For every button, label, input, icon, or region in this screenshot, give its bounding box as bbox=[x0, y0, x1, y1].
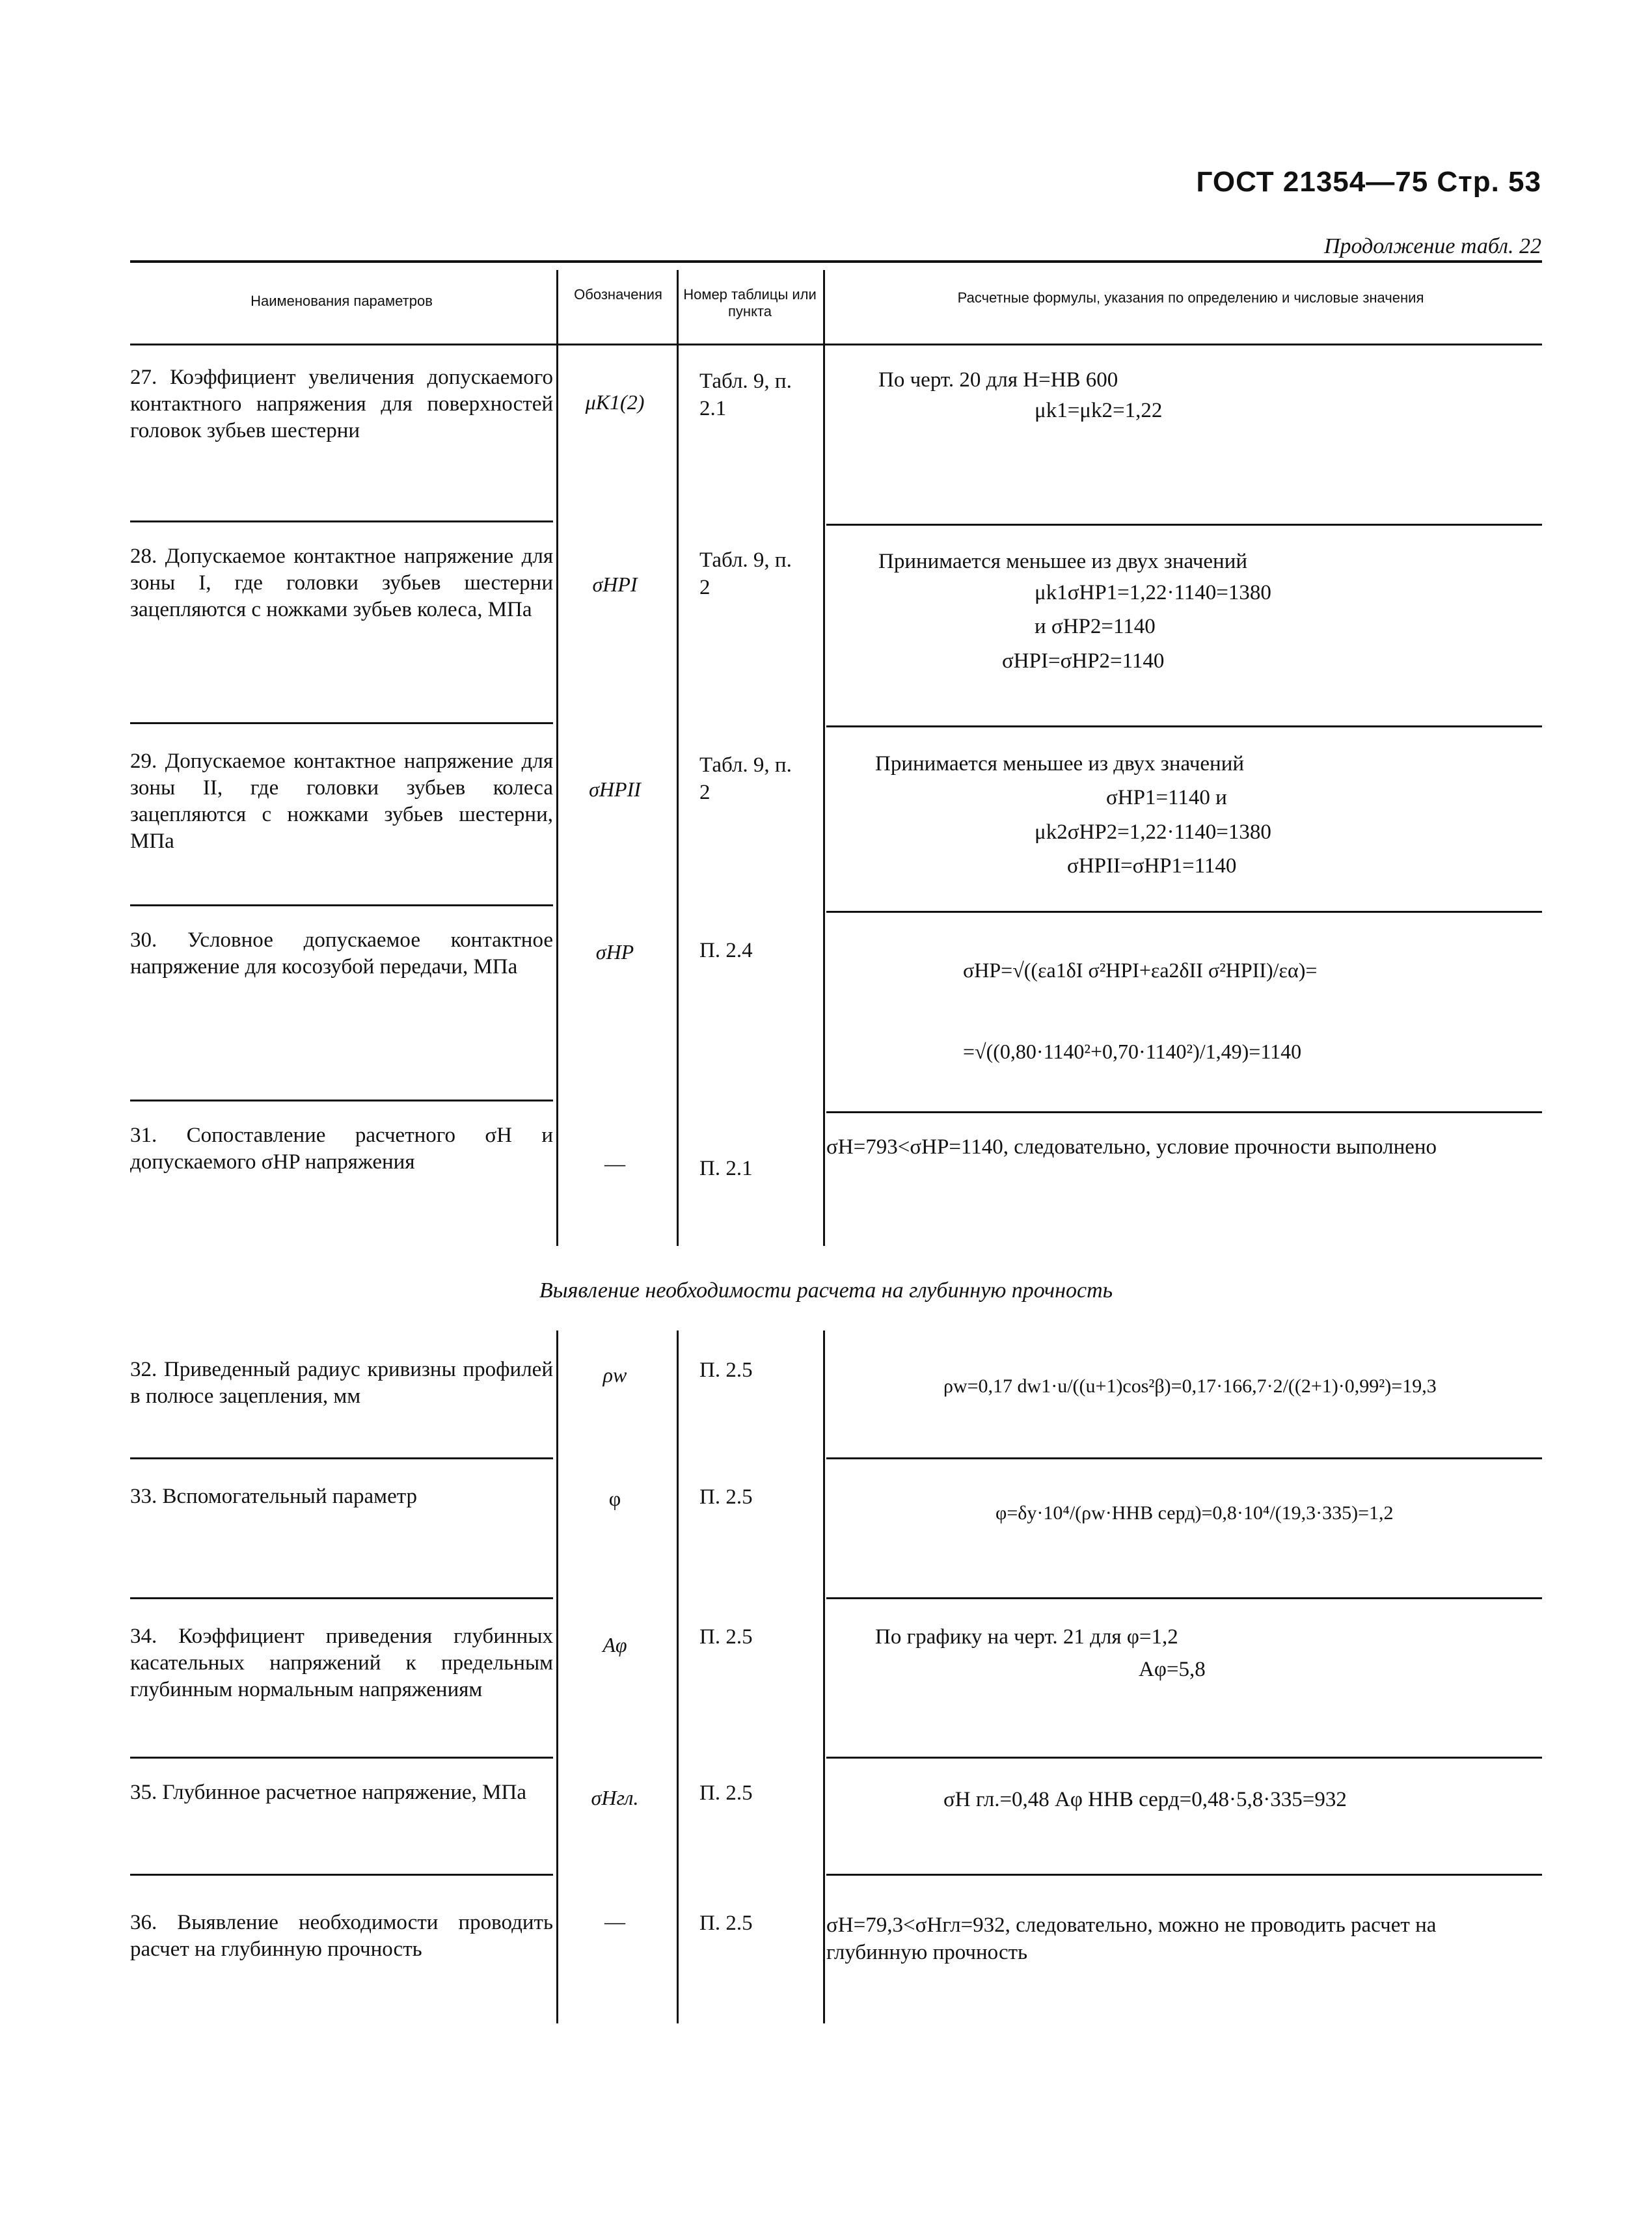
param-symbol: σHPII bbox=[589, 777, 641, 801]
row-rule bbox=[826, 1457, 1542, 1459]
formula-line: По черт. 20 для H=HB 600 bbox=[878, 368, 1118, 392]
param-ref: П. 2.1 bbox=[699, 1157, 753, 1180]
param-ref: Табл. 9, п. 2 bbox=[699, 548, 792, 599]
col-divider-2 bbox=[677, 270, 679, 1246]
row-rule bbox=[130, 722, 553, 724]
param-name: 34. Коэффициент приведения глубинных касательных напряжений к предельным глубинным нормальным напряжениям bbox=[130, 1625, 553, 1701]
param-name: 28. Допускаемое контактное напряжение для зоны I, где головки зубьев шестерни зацепляются с ножками зубьев колеса, МПа bbox=[130, 545, 553, 621]
row-rule bbox=[130, 1457, 553, 1459]
row-rule bbox=[826, 1757, 1542, 1759]
param-ref: П. 2.5 bbox=[699, 1358, 753, 1382]
param-ref: П. 2.4 bbox=[699, 939, 753, 962]
param-symbol: φ bbox=[608, 1487, 621, 1510]
param-ref: П. 2.5 bbox=[699, 1485, 753, 1509]
param-ref: Табл. 9, п. 2 bbox=[699, 753, 792, 804]
row-rule bbox=[826, 1874, 1542, 1876]
formula-line: и σHP2=1140 bbox=[1035, 615, 1156, 638]
formula-line: σHP1=1140 и bbox=[1106, 786, 1227, 809]
param-symbol: σHP bbox=[595, 940, 634, 964]
col-divider-3 bbox=[823, 270, 825, 1246]
formula-line: σHPI=σHP2=1140 bbox=[1002, 649, 1165, 673]
col-header-formula: Расчетные формулы, указания по определению и числовые значения bbox=[957, 290, 1424, 306]
formula-line: σH=793<σHP=1140, следовательно, условие прочности выполнено bbox=[826, 1135, 1437, 1159]
row-rule bbox=[826, 1111, 1542, 1113]
formula-line: σHP=√((εa1δI σ²HPI+εa2δII σ²HPII)/εα)= bbox=[963, 958, 1318, 982]
param-name: 27. Коэффициент увеличения допускаемого контактного напряжения для поверхностей головок зубьев шестерни bbox=[130, 366, 553, 442]
param-symbol: ρw bbox=[603, 1363, 627, 1386]
col-header-ref: Номер таблицы или пункта bbox=[683, 286, 817, 319]
param-name: 36. Выявление необходимости проводить расчет на глубинную прочность bbox=[130, 1911, 553, 1961]
param-name: 30. Условное допускаемое контактное напряжение для косозубой передачи, МПа bbox=[130, 928, 553, 979]
param-ref: П. 2.5 bbox=[699, 1625, 753, 1649]
param-ref: П. 2.5 bbox=[699, 1781, 753, 1805]
row-rule bbox=[826, 911, 1542, 913]
param-name: 32. Приведенный радиус кривизны профилей в полюсе зацепления, мм bbox=[130, 1358, 553, 1408]
param-symbol: — bbox=[604, 1910, 625, 1933]
row-rule bbox=[130, 1757, 553, 1759]
row-rule bbox=[130, 1597, 553, 1599]
formula-line: σH=79,3<σHгл=932, следовательно, можно не проводить расчет на глубинную прочность bbox=[826, 1913, 1437, 1964]
formula-line: σHPII=σHP1=1140 bbox=[1067, 854, 1237, 878]
formula-line: Aφ=5,8 bbox=[1139, 1658, 1206, 1681]
row-rule bbox=[826, 725, 1542, 727]
formula-line: ρw=0,17 dw1·u/((u+1)cos²β)=0,17·166,7·2/((2+1)·0,99²)=19,3 bbox=[943, 1375, 1437, 1397]
param-name: 35. Глубинное расчетное напряжение, МПа bbox=[130, 1781, 526, 1804]
param-ref: Табл. 9, п. 2.1 bbox=[699, 370, 792, 420]
formula-line: μk1σHP1=1,22·1140=1380 bbox=[1035, 581, 1271, 604]
table-continuation-label: Продолжение табл. 22 bbox=[1323, 234, 1541, 258]
formula-line: σH гл.=0,48 Aφ HHB серд=0,48·5,8·335=932 bbox=[943, 1788, 1347, 1811]
row-rule bbox=[826, 1597, 1542, 1599]
table-header-rule bbox=[130, 344, 1542, 345]
param-name: 31. Сопоставление расчетного σH и допускаемого σHP напряжения bbox=[130, 1124, 553, 1174]
formula-line: По графику на черт. 21 для φ=1,2 bbox=[875, 1625, 1178, 1649]
param-symbol: Aφ bbox=[603, 1633, 627, 1656]
formula-line: μk2σHP2=1,22·1140=1380 bbox=[1035, 820, 1271, 844]
param-name: 29. Допускаемое контактное напряжение для зоны II, где головки зубьев колеса зацепляются с ножками зубьев шестерни, МПа bbox=[130, 750, 553, 853]
param-name: 33. Вспомогательный параметр bbox=[130, 1485, 418, 1508]
param-symbol: — bbox=[604, 1152, 625, 1175]
row-rule bbox=[130, 520, 553, 522]
col-divider-1 bbox=[556, 270, 558, 1246]
col-divider-1 bbox=[556, 1331, 558, 2023]
formula-line: μk1=μk2=1,22 bbox=[1035, 399, 1163, 422]
formula-line: Принимается меньшее из двух значений bbox=[878, 550, 1248, 573]
col-divider-3 bbox=[823, 1331, 825, 2023]
document-header: ГОСТ 21354—75 Стр. 53 bbox=[1196, 166, 1541, 198]
formula-line: Принимается меньшее из двух значений bbox=[875, 752, 1245, 776]
section-title: Выявление необходимости расчета на глубинную прочность bbox=[539, 1278, 1113, 1303]
row-rule bbox=[130, 1100, 553, 1101]
param-symbol: σHгл. bbox=[591, 1786, 639, 1809]
formula-line: =√((0,80·1140²+0,70·1140²)/1,49)=1140 bbox=[963, 1040, 1302, 1063]
formula-line: φ=δy·10⁴/(ρw·HHB серд)=0,8·10⁴/(19,3·335)=1,2 bbox=[995, 1502, 1394, 1524]
col-header-sym: Обозначения bbox=[574, 286, 662, 303]
row-rule bbox=[130, 904, 553, 906]
row-rule bbox=[826, 524, 1542, 526]
param-symbol: σHPI bbox=[592, 573, 638, 596]
param-symbol: μK1(2) bbox=[585, 390, 645, 414]
col-divider-2 bbox=[677, 1331, 679, 2023]
col-header-name: Наименования параметров bbox=[251, 293, 433, 309]
param-ref: П. 2.5 bbox=[699, 1912, 753, 1935]
table-top-rule bbox=[130, 260, 1542, 263]
row-rule bbox=[130, 1874, 553, 1876]
